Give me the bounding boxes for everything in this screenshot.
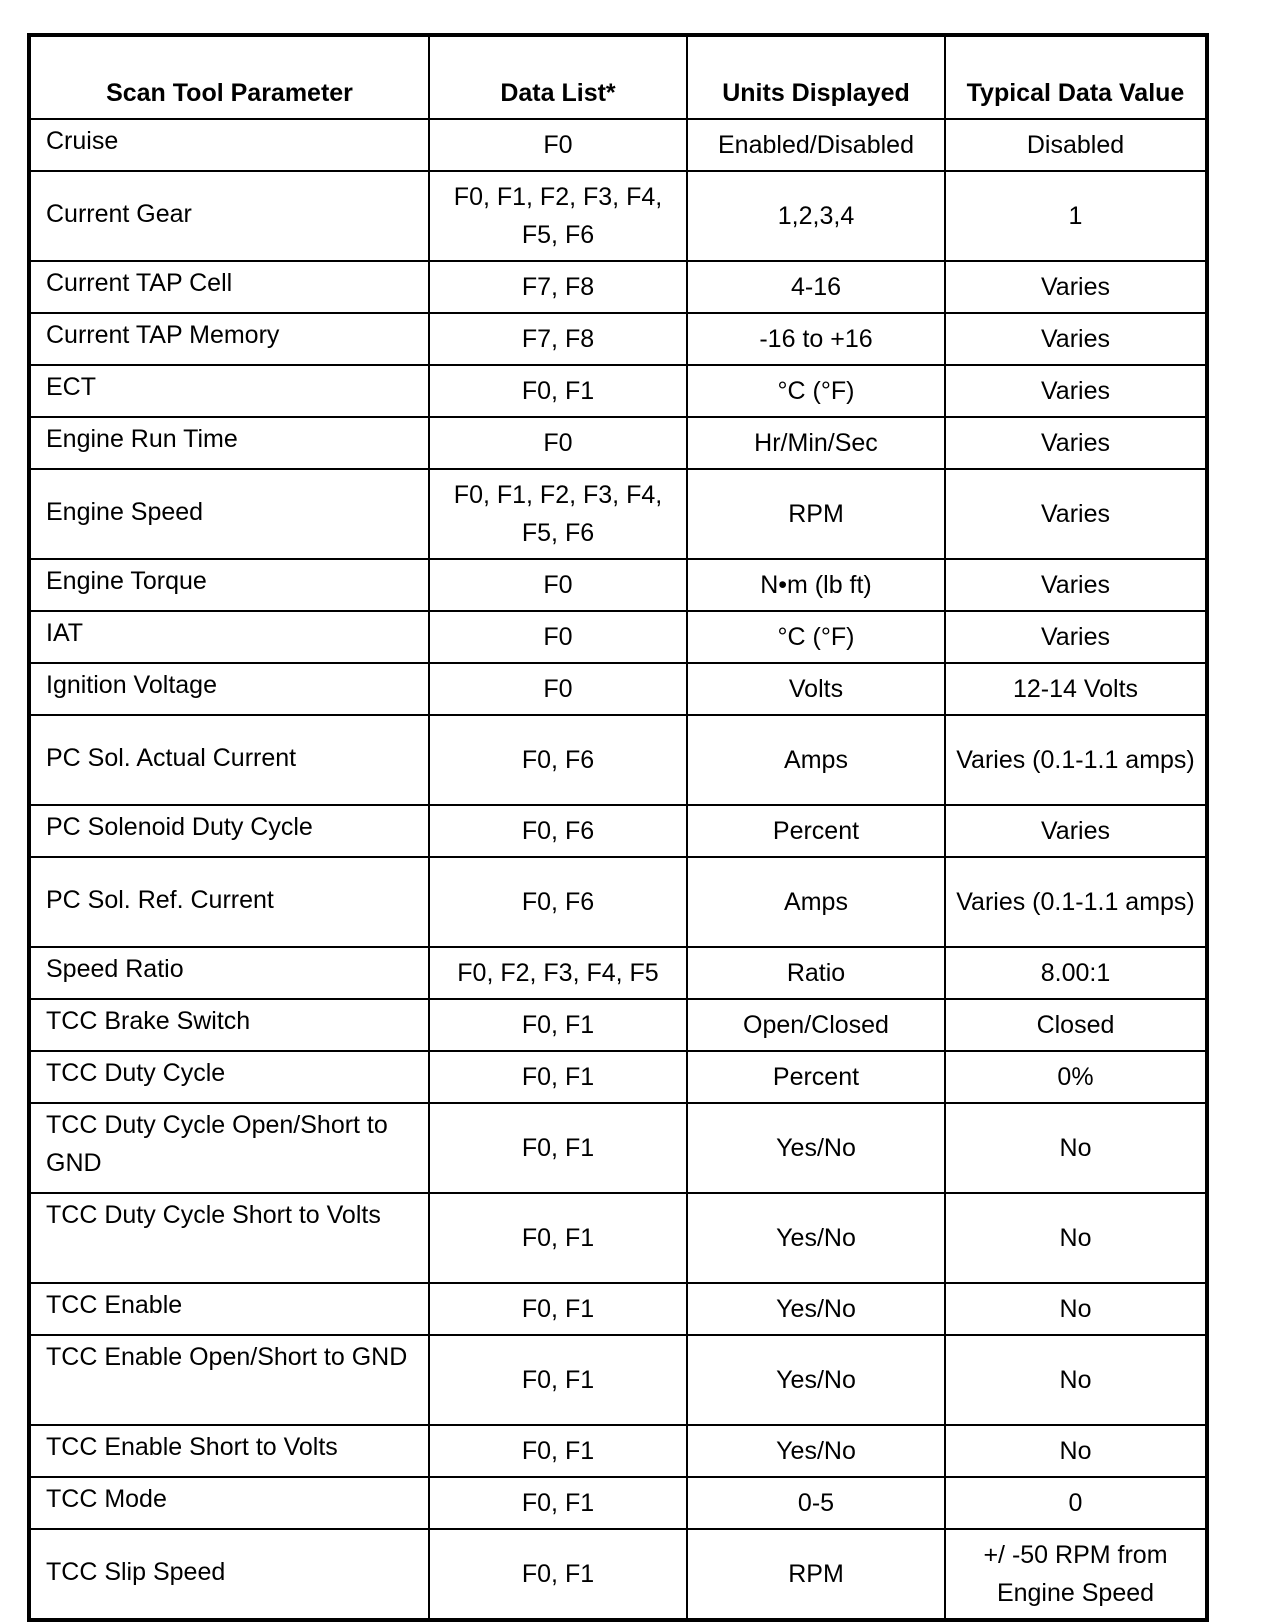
cell-parameter: Current TAP Cell (29, 261, 429, 313)
cell-units: Yes/No (687, 1193, 945, 1283)
table-row (29, 1193, 1207, 1283)
cell-typical-value: Disabled (945, 119, 1207, 171)
table-row (29, 1283, 1207, 1335)
cell-typical-value: Varies (0.1-1.1 amps) (945, 857, 1207, 947)
cell-data-list: F0, F1, F2, F3, F4, F5, F6 (429, 469, 687, 559)
cell-units: 0-5 (687, 1477, 945, 1529)
cell-units: Percent (687, 805, 945, 857)
cell-parameter: TCC Duty Cycle Short to Volts (29, 1193, 429, 1283)
cell-data-list: F0, F1 (429, 1529, 687, 1620)
cell-units: Percent (687, 1051, 945, 1103)
table-row (29, 1051, 1207, 1103)
cell-typical-value: Varies (945, 261, 1207, 313)
cell-parameter: TCC Slip Speed (29, 1529, 429, 1620)
cell-typical-value: No (945, 1335, 1207, 1425)
cell-parameter: TCC Enable Short to Volts (29, 1425, 429, 1477)
cell-units: Hr/Min/Sec (687, 417, 945, 469)
header-scan-tool-parameter: Scan Tool Parameter (29, 35, 429, 119)
cell-units: Volts (687, 663, 945, 715)
table-row (29, 805, 1207, 857)
scan-tool-table-container (27, 33, 1209, 1622)
table-row (29, 999, 1207, 1051)
cell-data-list: F0, F1 (429, 1283, 687, 1335)
cell-typical-value: No (945, 1103, 1207, 1193)
scan-tool-data-table (27, 33, 1209, 1622)
cell-typical-value: 12-14 Volts (945, 663, 1207, 715)
cell-data-list: F0 (429, 119, 687, 171)
cell-parameter: TCC Enable Open/Short to GND (29, 1335, 429, 1425)
cell-typical-value: Varies (0.1-1.1 amps) (945, 715, 1207, 805)
cell-data-list: F0, F1 (429, 999, 687, 1051)
table-row (29, 1477, 1207, 1529)
cell-units: Open/Closed (687, 999, 945, 1051)
cell-data-list: F0 (429, 559, 687, 611)
cell-units: 4-16 (687, 261, 945, 313)
table-row (29, 857, 1207, 947)
table-row (29, 1425, 1207, 1477)
table-row (29, 947, 1207, 999)
header-units-displayed: Units Displayed (687, 35, 945, 119)
cell-parameter: Ignition Voltage (29, 663, 429, 715)
table-row (29, 365, 1207, 417)
cell-units: Yes/No (687, 1335, 945, 1425)
cell-typical-value: No (945, 1283, 1207, 1335)
cell-parameter: Cruise (29, 119, 429, 171)
cell-data-list: F0, F1, F2, F3, F4, F5, F6 (429, 171, 687, 261)
table-row (29, 119, 1207, 171)
cell-typical-value: 0% (945, 1051, 1207, 1103)
cell-parameter: PC Solenoid Duty Cycle (29, 805, 429, 857)
cell-units: -16 to +16 (687, 313, 945, 365)
cell-parameter: TCC Enable (29, 1283, 429, 1335)
cell-parameter: TCC Mode (29, 1477, 429, 1529)
cell-parameter: TCC Duty Cycle (29, 1051, 429, 1103)
table-row (29, 313, 1207, 365)
cell-typical-value: Varies (945, 559, 1207, 611)
cell-parameter: Current TAP Memory (29, 313, 429, 365)
table-header-row (29, 35, 1207, 119)
cell-units: Enabled/Disabled (687, 119, 945, 171)
table-row (29, 1335, 1207, 1425)
header-data-list: Data List* (429, 35, 687, 119)
cell-units: 1,2,3,4 (687, 171, 945, 261)
table-row (29, 663, 1207, 715)
cell-units: RPM (687, 469, 945, 559)
cell-data-list: F0, F6 (429, 715, 687, 805)
cell-data-list: F0 (429, 611, 687, 663)
cell-units: °C (°F) (687, 611, 945, 663)
cell-parameter: Engine Torque (29, 559, 429, 611)
table-row (29, 715, 1207, 805)
cell-typical-value: Varies (945, 365, 1207, 417)
table-row (29, 469, 1207, 559)
header-typical-data-value: Typical Data Value (945, 35, 1207, 119)
cell-typical-value: Varies (945, 417, 1207, 469)
cell-typical-value: Closed (945, 999, 1207, 1051)
cell-parameter: IAT (29, 611, 429, 663)
cell-typical-value: Varies (945, 611, 1207, 663)
cell-data-list: F0, F1 (429, 1193, 687, 1283)
cell-typical-value: Varies (945, 313, 1207, 365)
cell-data-list: F0, F1 (429, 365, 687, 417)
cell-parameter: PC Sol. Actual Current (29, 715, 429, 805)
cell-data-list: F7, F8 (429, 313, 687, 365)
table-row (29, 559, 1207, 611)
cell-units: Amps (687, 715, 945, 805)
cell-units: Yes/No (687, 1425, 945, 1477)
cell-data-list: F0 (429, 417, 687, 469)
cell-parameter: Engine Speed (29, 469, 429, 559)
cell-units: Amps (687, 857, 945, 947)
table-row (29, 1103, 1207, 1193)
table-row (29, 261, 1207, 313)
cell-typical-value: Varies (945, 469, 1207, 559)
cell-units: RPM (687, 1529, 945, 1620)
cell-data-list: F0, F1 (429, 1103, 687, 1193)
cell-typical-value: Varies (945, 805, 1207, 857)
cell-data-list: F0 (429, 663, 687, 715)
table-row (29, 611, 1207, 663)
cell-parameter: Engine Run Time (29, 417, 429, 469)
cell-data-list: F0, F1 (429, 1051, 687, 1103)
cell-data-list: F7, F8 (429, 261, 687, 313)
cell-typical-value: +/ -50 RPM from Engine Speed (945, 1529, 1207, 1620)
cell-typical-value: No (945, 1193, 1207, 1283)
cell-units: N•m (lb ft) (687, 559, 945, 611)
cell-parameter: PC Sol. Ref. Current (29, 857, 429, 947)
table-row (29, 171, 1207, 261)
cell-typical-value: 0 (945, 1477, 1207, 1529)
cell-parameter: ECT (29, 365, 429, 417)
cell-units: Yes/No (687, 1103, 945, 1193)
cell-data-list: F0, F1 (429, 1477, 687, 1529)
cell-parameter: TCC Brake Switch (29, 999, 429, 1051)
cell-units: °C (°F) (687, 365, 945, 417)
cell-typical-value: 1 (945, 171, 1207, 261)
cell-data-list: F0, F1 (429, 1425, 687, 1477)
cell-units: Ratio (687, 947, 945, 999)
cell-parameter: Speed Ratio (29, 947, 429, 999)
table-row (29, 1529, 1207, 1620)
cell-data-list: F0, F6 (429, 805, 687, 857)
cell-typical-value: 8.00:1 (945, 947, 1207, 999)
cell-parameter: Current Gear (29, 171, 429, 261)
cell-typical-value: No (945, 1425, 1207, 1477)
cell-data-list: F0, F1 (429, 1335, 687, 1425)
cell-parameter: TCC Duty Cycle Open/Short to GND (29, 1103, 429, 1193)
cell-data-list: F0, F2, F3, F4, F5 (429, 947, 687, 999)
table-row (29, 417, 1207, 469)
cell-data-list: F0, F6 (429, 857, 687, 947)
cell-units: Yes/No (687, 1283, 945, 1335)
